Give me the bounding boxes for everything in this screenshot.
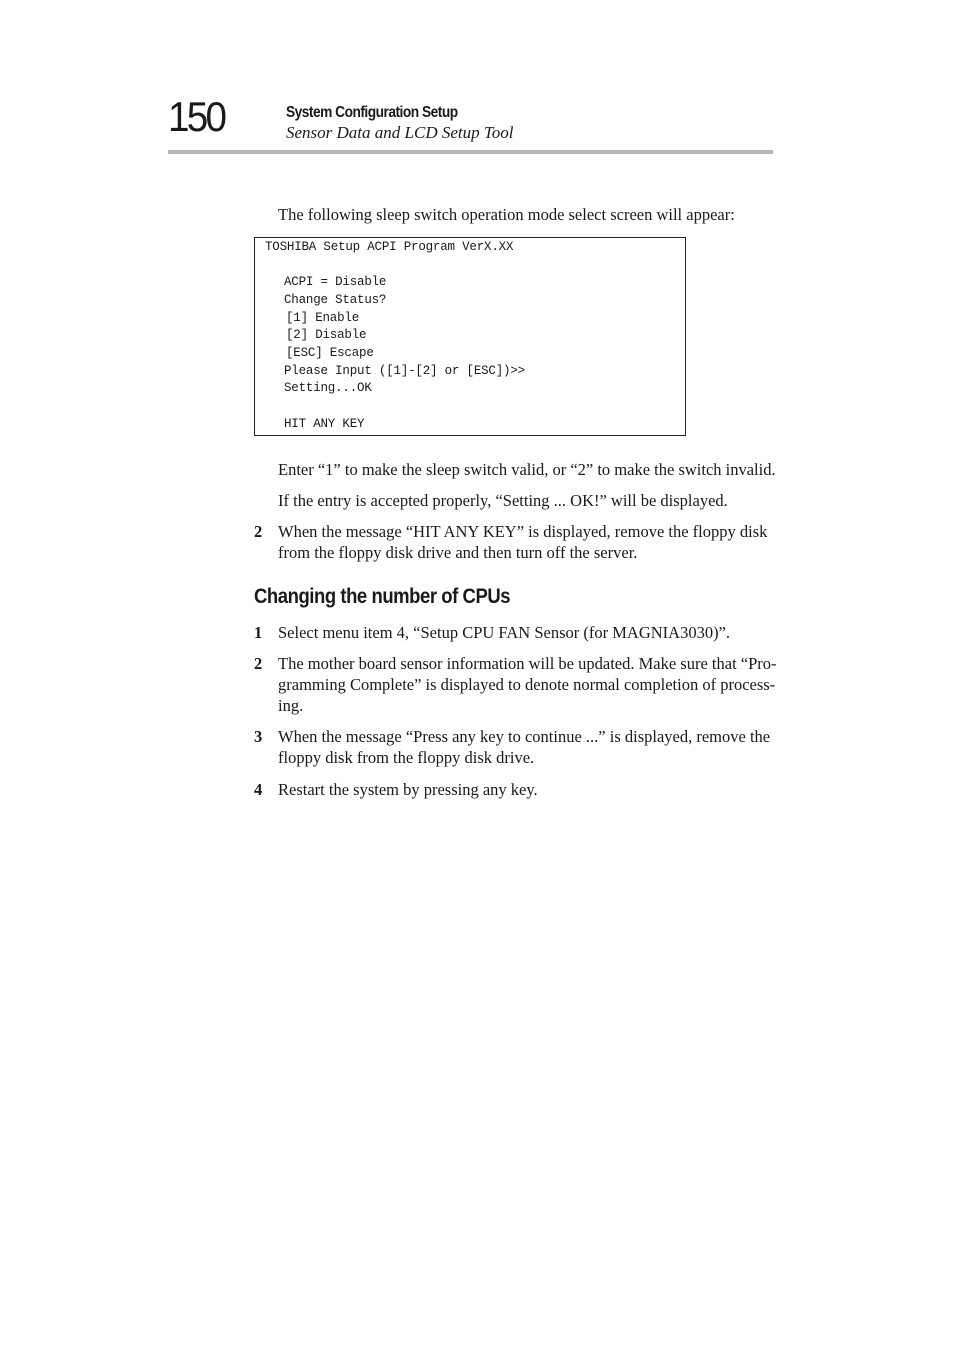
screen-line-acpi-status: ACPI = Disable	[284, 275, 387, 289]
step-text	[278, 653, 778, 716]
step-text-line: floppy disk from the floppy disk drive.	[278, 748, 535, 767]
setup-screen-box	[254, 237, 686, 436]
screen-line-input-prompt: Please Input ([1]-[2] or [ESC])>>	[284, 364, 525, 378]
step-number: 2	[254, 522, 263, 541]
step-text-line: from the floppy disk drive and then turn off the server.	[278, 543, 638, 562]
step-number: 2	[254, 654, 263, 673]
step-text	[278, 622, 778, 643]
step-text-line: When the message “HIT ANY KEY” is displayed, remove the floppy disk	[278, 522, 768, 541]
step-text-line: The mother board sensor information will be updated. Make sure that “Pro-	[278, 654, 777, 673]
screen-line-setting-ok: Setting...OK	[284, 381, 372, 395]
screen-line-option-disable: [2] Disable	[286, 328, 367, 342]
step-number: 4	[254, 780, 263, 799]
running-head	[286, 103, 513, 142]
subheading-changing-cpus: Changing the number of CPUs	[254, 585, 511, 608]
step-text	[278, 521, 778, 563]
intro-paragraph: The following sleep switch operation mode select screen will appear:	[278, 205, 735, 224]
step-number: 3	[254, 727, 263, 746]
step-text	[278, 779, 778, 800]
screen-line-hit-any-key: HIT ANY KEY	[284, 417, 365, 431]
step-number: 1	[254, 623, 263, 642]
step-text	[278, 726, 778, 768]
screen-line-change-status: Change Status?	[284, 293, 387, 307]
step-text-line: Restart the system by pressing any key.	[278, 780, 538, 799]
step-text-line: Select menu item 4, “Setup CPU FAN Sensor (for MAGNIA3030)”.	[278, 623, 731, 642]
enter-instruction-paragraph: Enter “1” to make the sleep switch valid, or “2” to make the switch invalid.	[278, 460, 776, 479]
page-number: 150	[168, 93, 225, 140]
step-text-line: When the message “Press any key to continue ...” is displayed, remove the	[278, 727, 771, 746]
accepted-entry-paragraph: If the entry is accepted properly, “Setting ... OK!” will be displayed.	[278, 491, 728, 510]
screen-line-option-enable: [1] Enable	[286, 311, 360, 325]
header-rule	[168, 150, 773, 154]
section-title: Sensor Data and LCD Setup Tool	[286, 123, 514, 142]
screen-line-option-escape: [ESC] Escape	[286, 346, 374, 360]
screen-line-title: TOSHIBA Setup ACPI Program VerX.XX	[265, 240, 514, 254]
chapter-title: System Configuration Setup	[286, 104, 458, 121]
step-text-line: ing.	[278, 696, 304, 715]
step-text-line: gramming Complete” is displayed to denote normal completion of process-	[278, 675, 776, 694]
